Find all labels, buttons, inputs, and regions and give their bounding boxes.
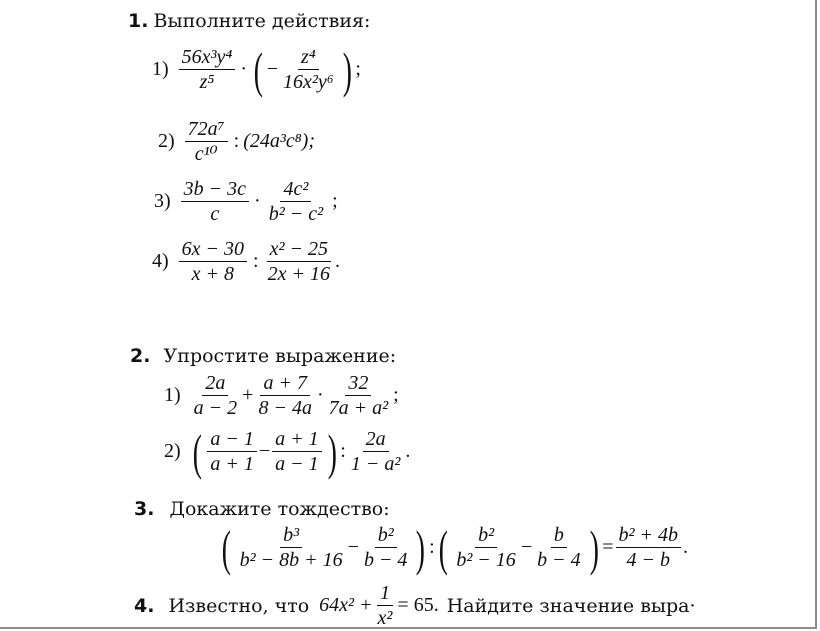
operator: · <box>316 384 324 406</box>
operator: − <box>520 536 533 558</box>
fraction <box>207 428 257 475</box>
denominator: 7a + a² <box>328 397 389 419</box>
denominator: c <box>210 203 220 225</box>
fraction <box>266 178 326 225</box>
denominator: b − 4 <box>537 549 581 571</box>
task1-item-1-label: 1) <box>152 58 169 80</box>
end-mark: . <box>683 536 689 558</box>
fraction <box>181 178 249 225</box>
fraction <box>375 582 396 629</box>
equals-sign: = <box>602 536 614 558</box>
operator: · <box>240 58 248 80</box>
operator: − <box>258 440 271 462</box>
task2-item-1-label: 1) <box>164 384 181 406</box>
denominator: a + 1 <box>210 453 254 475</box>
task1-heading-row <box>128 10 370 32</box>
denominator: a − 2 <box>193 397 238 419</box>
denominator: 4 − b <box>626 549 671 571</box>
fraction <box>616 524 682 571</box>
expression-rest: (24a³c⁸); <box>243 130 315 152</box>
task1-item-4 <box>152 238 340 285</box>
task3-number: 3. <box>134 498 155 520</box>
denominator: 8 − 4a <box>258 397 312 419</box>
fraction <box>179 238 247 285</box>
numerator: 4c² <box>280 178 311 202</box>
right-paren: ) <box>416 519 426 576</box>
fraction <box>179 46 236 93</box>
numerator: z⁴ <box>298 46 319 70</box>
task2-number: 2. <box>130 345 151 367</box>
task1-number: 1. <box>128 10 149 32</box>
fraction <box>534 524 584 571</box>
denominator: c¹⁰ <box>194 143 218 165</box>
task2-item-1 <box>164 372 399 419</box>
fraction <box>326 372 392 419</box>
numerator: a − 1 <box>207 428 257 452</box>
fraction <box>272 428 322 475</box>
numerator: a + 7 <box>260 372 310 396</box>
denominator: 1 − a² <box>350 453 401 475</box>
numerator: 32 <box>345 372 371 396</box>
task1-item-1 <box>152 41 361 98</box>
task1-item-3 <box>154 178 342 225</box>
operator: : <box>340 440 346 462</box>
numerator: x² − 25 <box>267 238 331 262</box>
left-paren: ( <box>253 41 263 98</box>
denominator: x² <box>377 607 393 629</box>
numerator: 1 <box>377 582 393 606</box>
left-paren: ( <box>438 519 448 576</box>
task1-item-4-label: 4) <box>152 250 169 272</box>
denominator: a − 1 <box>275 453 319 475</box>
end-mark: ; <box>332 190 338 212</box>
end-mark: ; <box>355 58 361 80</box>
operator: : <box>429 536 435 558</box>
numerator: b² <box>475 524 497 548</box>
task1-item-3-label: 3) <box>154 190 171 212</box>
fraction <box>265 238 333 285</box>
fraction <box>185 118 228 165</box>
operator: : <box>253 250 259 272</box>
end-mark: . <box>334 250 340 272</box>
numerator: b³ <box>280 524 302 548</box>
operator: − <box>347 536 359 558</box>
denominator: b − 4 <box>363 549 408 571</box>
operator: : <box>233 130 240 152</box>
denominator: x + 8 <box>191 263 235 285</box>
task4-expression-tail: = 65. <box>397 594 439 616</box>
denominator: b² − 16 <box>456 549 516 571</box>
task2-item-2-label: 2) <box>164 440 181 462</box>
task4-text-before: Известно, что <box>168 594 310 617</box>
task2-heading: Упростите выражение: <box>163 345 397 367</box>
fraction <box>280 46 337 93</box>
end-mark: ; <box>393 384 399 406</box>
denominator: z⁵ <box>199 71 215 93</box>
denominator: b² − c² <box>268 203 324 225</box>
numerator: b² <box>375 524 397 548</box>
task3-heading: Докажите тождество: <box>169 498 390 520</box>
task3-heading-row <box>134 498 390 520</box>
task4-number: 4. <box>134 594 155 617</box>
task3-identity <box>218 519 689 576</box>
task4-text-after: Найдите значение выра· <box>446 594 696 617</box>
right-paren: ) <box>327 423 337 480</box>
numerator: 72a⁷ <box>185 118 228 142</box>
numerator: a + 1 <box>272 428 322 452</box>
operator: · <box>254 190 261 212</box>
left-paren: ( <box>221 519 231 576</box>
task1-item-2-label: 2) <box>158 130 175 152</box>
denominator: b² − 8b + 16 <box>239 549 343 571</box>
numerator: 56x³y⁴ <box>179 46 236 70</box>
fraction <box>453 524 519 571</box>
task4-expression-lead: 64x² + <box>319 594 373 616</box>
task2-heading-row <box>130 345 396 367</box>
fraction <box>361 524 411 571</box>
denominator: 16x²y⁶ <box>282 71 334 93</box>
task1-item-2 <box>158 118 315 165</box>
numerator: 6x − 30 <box>179 238 247 262</box>
right-paren: ) <box>342 41 352 98</box>
end-mark: . <box>405 440 411 462</box>
numerator: b² + 4b <box>616 524 682 548</box>
operator: + <box>242 384 254 406</box>
numerator: 2a <box>202 372 228 396</box>
fraction <box>191 372 241 419</box>
numerator: b <box>551 524 567 548</box>
denominator: 2x + 16 <box>267 263 330 285</box>
fraction <box>255 372 315 419</box>
task4-row <box>134 582 696 629</box>
minus-sign: − <box>266 58 278 80</box>
left-paren: ( <box>192 423 202 480</box>
fraction <box>237 524 346 571</box>
task1-heading: Выполните действия: <box>153 10 371 32</box>
fraction <box>348 428 404 475</box>
numerator: 2a <box>363 428 389 452</box>
numerator: 3b − 3c <box>181 178 249 202</box>
right-paren: ) <box>589 519 599 576</box>
task2-item-2 <box>164 423 411 480</box>
